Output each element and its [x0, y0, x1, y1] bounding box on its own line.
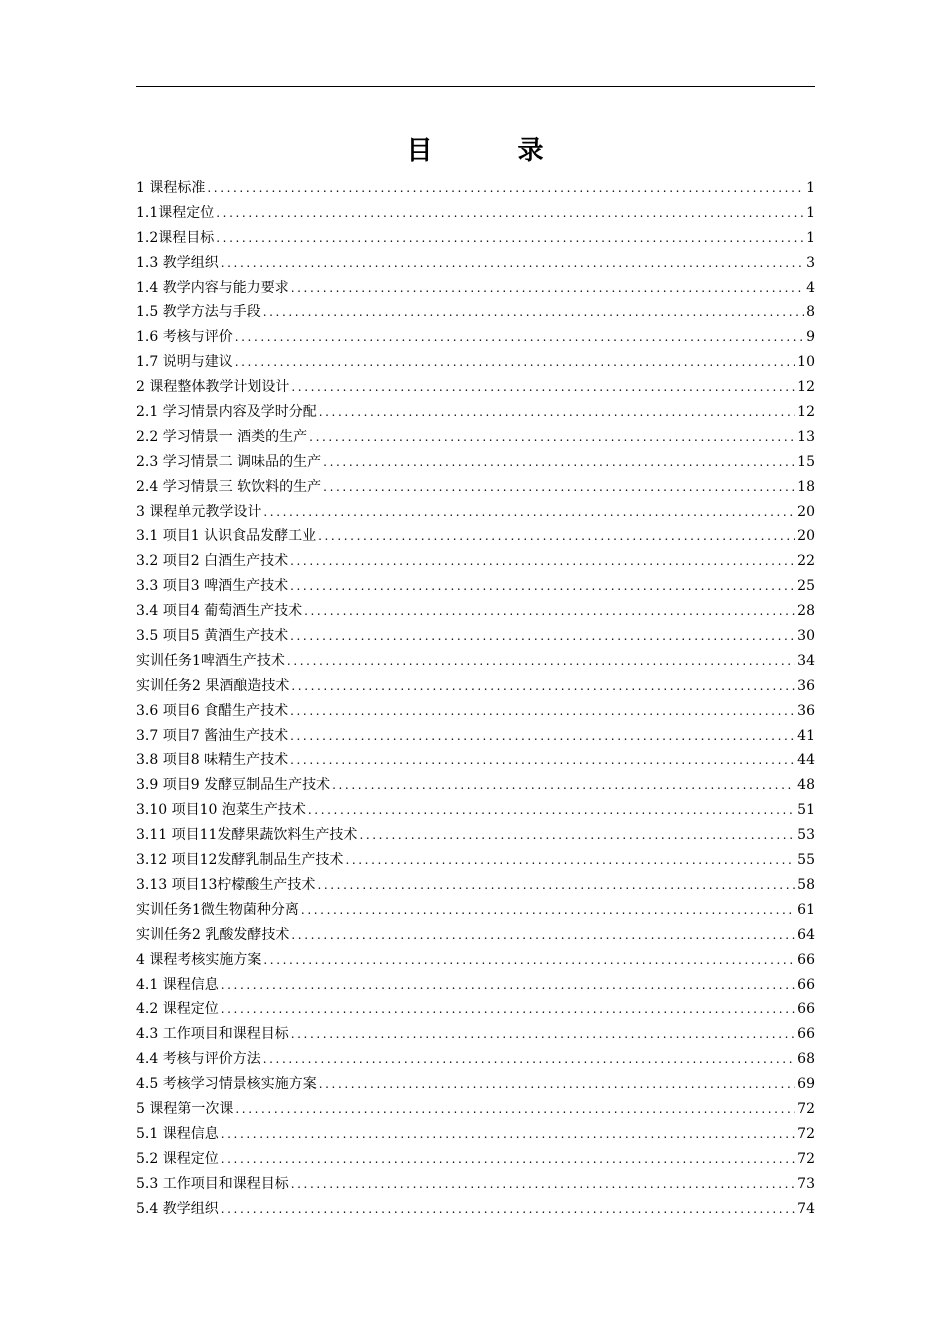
toc-entry-label: 5.3 工作项目和课程目标: [136, 1175, 289, 1192]
toc-entry[interactable]: [136, 873, 815, 898]
toc-entry-page-number: 12: [797, 379, 815, 396]
toc-entry[interactable]: [136, 649, 815, 674]
toc-entry[interactable]: [136, 1197, 815, 1222]
toc-entry-page-number: 8: [806, 304, 815, 321]
toc-entry-page-number: 20: [797, 503, 815, 520]
toc-entry-label: 4.1 课程信息: [136, 976, 219, 993]
toc-entry-label: 2.3 学习情景二 调味品的生产: [136, 453, 322, 470]
toc-entry[interactable]: [136, 500, 815, 525]
toc-entry[interactable]: [136, 948, 815, 973]
toc-entry[interactable]: [136, 226, 815, 251]
toc-entry-label: 1.6 考核与评价: [136, 329, 233, 346]
toc-dot-leader: [319, 400, 795, 425]
toc-entry-page-number: 48: [797, 777, 815, 794]
toc-entry-page-number: 10: [797, 354, 815, 371]
toc-entry-label: 4.4 考核与评价方法: [136, 1051, 261, 1068]
toc-entry-label: 实训任务2 果酒酿造技术: [136, 677, 290, 694]
toc-entry-page-number: 69: [797, 1076, 815, 1093]
toc-entry-label: 实训任务2 乳酸发酵技术: [136, 926, 290, 943]
toc-entry-label: 3 课程单元教学设计: [136, 503, 262, 520]
toc-entry[interactable]: [136, 748, 815, 773]
toc-entry-label: 3.11 项目11发酵果蔬饮料生产技术: [136, 827, 358, 844]
toc-entry-page-number: 41: [797, 727, 815, 744]
toc-dot-leader: [263, 300, 804, 325]
toc-entry[interactable]: [136, 997, 815, 1022]
toc-entry-page-number: 66: [797, 951, 815, 968]
toc-entry-label: 1.3 教学组织: [136, 254, 219, 271]
toc-entry-page-number: 72: [797, 1125, 815, 1142]
table-of-contents: [136, 176, 815, 1221]
toc-entry-label: 1.1课程定位: [136, 204, 215, 221]
toc-entry[interactable]: [136, 400, 815, 425]
toc-entry-page-number: 1: [806, 204, 815, 221]
toc-entry-label: 2 课程整体教学计划设计: [136, 379, 290, 396]
toc-entry[interactable]: [136, 1072, 815, 1097]
toc-entry-page-number: 22: [797, 553, 815, 570]
toc-entry-label: 5 课程第一次课: [136, 1100, 234, 1117]
toc-entry[interactable]: [136, 923, 815, 948]
toc-entry-page-number: 13: [797, 428, 815, 445]
toc-dot-leader: [309, 425, 795, 450]
toc-entry-label: 3.6 项目6 食醋生产技术: [136, 702, 289, 719]
toc-entry-page-number: 73: [797, 1175, 815, 1192]
toc-entry-page-number: 36: [797, 677, 815, 694]
toc-entry-page-number: 66: [797, 1026, 815, 1043]
toc-entry[interactable]: [136, 773, 815, 798]
toc-dot-leader: [290, 699, 795, 724]
toc-entry-label: 2.1 学习情景内容及学时分配: [136, 404, 317, 421]
toc-entry-label: 4.2 课程定位: [136, 1001, 219, 1018]
toc-entry[interactable]: [136, 1147, 815, 1172]
toc-entry-label: 1.5 教学方法与手段: [136, 304, 261, 321]
toc-entry-label: 4.5 考核学习情景核实施方案: [136, 1076, 317, 1093]
toc-entry-label: 1.2课程目标: [136, 229, 215, 246]
toc-dot-leader: [323, 450, 795, 475]
toc-entry-page-number: 68: [797, 1051, 815, 1068]
toc-entry[interactable]: [136, 1097, 815, 1122]
toc-entry-label: 3.2 项目2 白酒生产技术: [136, 553, 289, 570]
toc-entry[interactable]: [136, 176, 815, 201]
toc-entry-label: 3.8 项目8 味精生产技术: [136, 752, 289, 769]
toc-dot-leader: [235, 1097, 795, 1122]
toc-dot-leader: [291, 375, 795, 400]
toc-dot-leader: [221, 1122, 795, 1147]
toc-dot-leader: [221, 251, 804, 276]
toc-entry-page-number: 30: [797, 628, 815, 645]
toc-entry[interactable]: [136, 251, 815, 276]
toc-entry-label: 3.7 项目7 酱油生产技术: [136, 727, 289, 744]
toc-entry[interactable]: [136, 973, 815, 998]
toc-entry-page-number: 36: [797, 702, 815, 719]
toc-entry-label: 1.7 说明与建议: [136, 354, 233, 371]
toc-entry-label: 5.2 课程定位: [136, 1150, 219, 1167]
toc-entry[interactable]: [136, 375, 815, 400]
toc-entry-label: 3.4 项目4 葡萄酒生产技术: [136, 603, 303, 620]
toc-entry-page-number: 66: [797, 1001, 815, 1018]
toc-entry-label: 4.3 工作项目和课程目标: [136, 1026, 289, 1043]
toc-entry-label: 1 课程标准: [136, 180, 206, 196]
toc-dot-leader: [290, 624, 795, 649]
toc-entry[interactable]: [136, 674, 815, 699]
toc-entry-page-number: 44: [797, 752, 815, 769]
page-title: 目 录: [406, 136, 582, 166]
toc-entry-page-number: 55: [797, 852, 815, 869]
toc-entry-page-number: 34: [797, 652, 815, 669]
toc-entry-page-number: 64: [797, 926, 815, 943]
toc-dot-leader: [216, 226, 804, 251]
toc-entry-label: 5.1 课程信息: [136, 1125, 219, 1142]
toc-dot-leader: [319, 1072, 795, 1097]
toc-entry-label: 2.2 学习情景一 酒类的生产: [136, 428, 308, 445]
toc-entry[interactable]: [136, 699, 815, 724]
toc-entry-page-number: 4: [806, 279, 815, 296]
toc-dot-leader: [332, 773, 795, 798]
toc-dot-leader: [221, 997, 795, 1022]
toc-entry-label: 1.4 教学内容与能力要求: [136, 279, 289, 296]
toc-dot-leader: [304, 599, 795, 624]
toc-dot-leader: [263, 500, 795, 525]
toc-entry[interactable]: [136, 425, 815, 450]
toc-dot-leader: [291, 674, 795, 699]
toc-entry[interactable]: [136, 325, 815, 350]
toc-entry-label: 3.5 项目5 黄酒生产技术: [136, 628, 289, 645]
toc-entry[interactable]: [136, 549, 815, 574]
toc-entry[interactable]: [136, 798, 815, 823]
toc-dot-leader: [345, 848, 795, 873]
toc-entry[interactable]: [136, 276, 815, 301]
toc-entry-page-number: 1: [806, 229, 815, 246]
toc-entry-page-number: 61: [797, 901, 815, 918]
toc-entry-label: 3.1 项目1 认识食品发酵工业: [136, 528, 317, 545]
toc-dot-leader: [207, 176, 804, 201]
toc-entry-label: 4 课程考核实施方案: [136, 951, 262, 968]
toc-entry-page-number: 74: [797, 1200, 815, 1217]
toc-dot-leader: [323, 475, 795, 500]
toc-dot-leader: [301, 898, 795, 923]
toc-entry-label: 3.12 项目12发酵乳制品生产技术: [136, 852, 344, 869]
toc-entry-page-number: 28: [797, 603, 815, 620]
toc-entry-page-number: 1: [806, 180, 815, 196]
toc-dot-leader: [318, 524, 795, 549]
toc-entry-page-number: 53: [797, 827, 815, 844]
toc-dot-leader: [290, 549, 795, 574]
toc-dot-leader: [291, 1022, 795, 1047]
toc-entry[interactable]: [136, 599, 815, 624]
toc-dot-leader: [291, 923, 795, 948]
toc-entry[interactable]: [136, 724, 815, 749]
toc-entry-page-number: 72: [797, 1150, 815, 1167]
toc-dot-leader: [290, 724, 795, 749]
toc-entry-page-number: 15: [797, 453, 815, 470]
toc-dot-leader: [221, 1147, 795, 1172]
toc-entry[interactable]: [136, 1047, 815, 1072]
toc-entry-page-number: 12: [797, 404, 815, 421]
toc-entry-page-number: 3: [806, 254, 815, 271]
toc-entry[interactable]: [136, 624, 815, 649]
toc-entry-label: 3.10 项目10 泡菜生产技术: [136, 802, 306, 819]
toc-entry-page-number: 51: [797, 802, 815, 819]
toc-dot-leader: [317, 873, 795, 898]
toc-entry-label: 3.3 项目3 啤酒生产技术: [136, 578, 289, 595]
toc-entry-page-number: 20: [797, 528, 815, 545]
toc-dot-leader: [291, 276, 804, 301]
toc-entry[interactable]: [136, 524, 815, 549]
toc-entry[interactable]: [136, 898, 815, 923]
toc-dot-leader: [290, 574, 795, 599]
header-rule: [136, 86, 815, 87]
toc-entry-page-number: 25: [797, 578, 815, 595]
toc-entry-page-number: 58: [797, 876, 815, 893]
toc-dot-leader: [263, 948, 795, 973]
toc-entry[interactable]: [136, 848, 815, 873]
toc-entry[interactable]: [136, 574, 815, 599]
toc-entry-label: 2.4 学习情景三 软饮料的生产: [136, 478, 322, 495]
toc-entry-label: 实训任务1啤酒生产技术: [136, 652, 285, 669]
toc-dot-leader: [263, 1047, 795, 1072]
toc-entry[interactable]: [136, 350, 815, 375]
toc-entry-page-number: 72: [797, 1100, 815, 1117]
toc-dot-leader: [287, 649, 795, 674]
toc-entry-label: 5.4 教学组织: [136, 1200, 219, 1217]
toc-dot-leader: [235, 325, 804, 350]
toc-dot-leader: [216, 201, 804, 226]
toc-entry-label: 实训任务1微生物菌种分离: [136, 901, 299, 918]
toc-entry[interactable]: [136, 450, 815, 475]
toc-entry-page-number: 66: [797, 976, 815, 993]
toc-dot-leader: [359, 823, 795, 848]
toc-entry[interactable]: [136, 1022, 815, 1047]
toc-entry[interactable]: [136, 300, 815, 325]
toc-dot-leader: [221, 973, 795, 998]
toc-entry[interactable]: [136, 201, 815, 226]
toc-dot-leader: [290, 748, 795, 773]
toc-entry-page-number: 18: [797, 478, 815, 495]
toc-entry-label: 3.13 项目13柠檬酸生产技术: [136, 876, 316, 893]
toc-dot-leader: [308, 798, 795, 823]
toc-entry[interactable]: [136, 1172, 815, 1197]
toc-dot-leader: [235, 350, 795, 375]
toc-entry[interactable]: [136, 475, 815, 500]
toc-entry-page-number: 9: [806, 329, 815, 346]
toc-dot-leader: [291, 1172, 795, 1197]
toc-dot-leader: [221, 1197, 795, 1222]
toc-entry-label: 3.9 项目9 发酵豆制品生产技术: [136, 777, 331, 794]
toc-entry[interactable]: [136, 823, 815, 848]
toc-entry[interactable]: [136, 1122, 815, 1147]
